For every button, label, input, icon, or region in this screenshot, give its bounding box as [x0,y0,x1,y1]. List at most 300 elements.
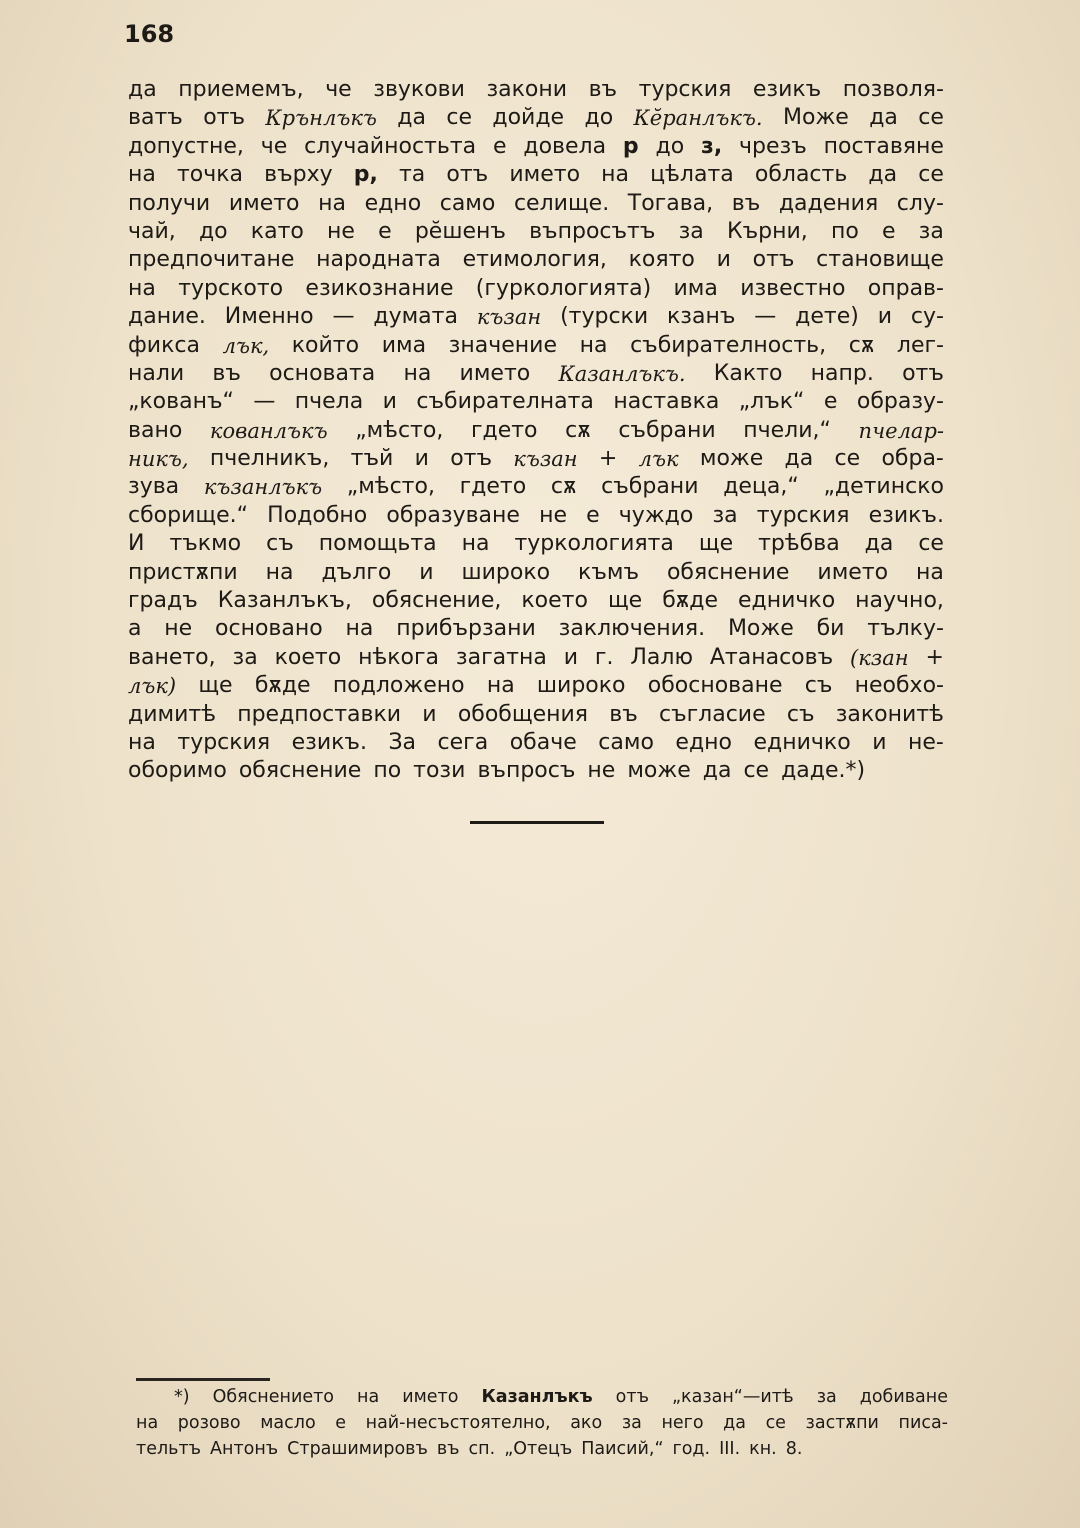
text-word: + [925,644,944,670]
text-word: въпросъ [477,758,576,784]
text-word: ще [607,588,643,614]
text-word: „мѣсто, [355,417,444,443]
footnote-word: ако [570,1413,603,1433]
text-word: За [388,729,417,755]
footnote-word: него [661,1413,704,1433]
text-word: на [601,162,630,188]
text-word: по [830,218,859,244]
text-word: широко [461,559,551,585]
text-line [128,729,944,757]
text-word: — [253,389,276,415]
text-word: съгласие [658,701,766,727]
text-word: отъ [752,247,795,273]
text-word: дълго [321,559,392,585]
text-word: Крънлъкъ [265,106,377,131]
text-word: че [260,133,288,159]
text-word: на [461,531,490,557]
text-word: за [712,502,738,528]
text-word: името [459,360,531,386]
text-word: отъ [450,446,493,472]
text-word: „детинско [823,474,944,500]
footnote-word: въ [436,1439,460,1459]
footnote-word: „казан“—итѣ [671,1387,794,1407]
text-word: случайностьта [304,133,477,159]
text-word: ватъ [128,105,183,131]
text-word: предпоставки [237,701,402,727]
text-word: — [332,304,355,330]
text-word: е [492,133,507,159]
text-word: се [918,162,944,188]
text-line [128,445,944,473]
text-word: обяснение, [371,588,502,614]
text-word: да [784,446,814,472]
text-word: туркологията [514,531,674,557]
text-word: има [381,332,427,358]
text-word: Както [713,360,783,386]
text-word: на [128,162,156,188]
text-word: се [446,105,472,131]
text-word: „мѣсто, [346,474,435,500]
text-word: дадения [778,190,879,216]
text-word: лък [638,447,679,472]
footnote-word: Казанлъкъ [481,1387,593,1407]
text-line [128,701,944,729]
text-word: въпросътъ [529,218,656,244]
text-word: за [232,644,258,670]
text-word: становище [816,247,944,273]
text-word: събирателность, [630,332,827,358]
text-word: до [198,218,228,244]
text-word: като [250,218,304,244]
footnote-word: Обяснението [212,1387,334,1407]
text-word: цѣлата [650,162,734,188]
text-word: образу- [856,389,944,415]
footnote-word: името [402,1387,459,1407]
text-word: наставка [613,389,720,415]
text-word: този [413,758,466,784]
text-word: точка [176,162,244,188]
text-word: съ [266,531,294,557]
text-word: вано [128,417,183,443]
text-word: з, [701,133,723,159]
text-word: г. [594,644,614,670]
text-word: има [673,275,718,301]
text-word: пчелар- [858,418,944,443]
text-line [128,104,944,132]
footnote-word: Паисий,“ [581,1439,664,1459]
text-word: прибързани [396,616,536,642]
footnote-word: добиване [859,1387,948,1407]
text-word: е [586,502,600,528]
text-word: че [325,77,352,102]
text-word: (гуркологията) [475,275,652,301]
footnote-word: за [621,1413,642,1433]
text-word: дойде [492,105,565,131]
text-word: значение [448,332,557,358]
text-word: кованлъкъ [209,418,328,443]
text-word: обяснение [238,758,362,784]
text-line [128,218,944,246]
text-word: Кърни, [726,218,808,244]
text-word: Може [783,105,849,131]
text-line [128,332,944,360]
text-word: събирателната [416,389,594,415]
text-word: поставяне [823,133,944,159]
footnote-word: масло [260,1413,316,1433]
text-word: И [128,531,145,557]
text-line [128,559,944,587]
text-line [128,502,944,530]
text-word: на [265,559,294,585]
text-line [128,388,944,416]
text-word: и [422,701,437,727]
text-word: слу- [896,190,944,216]
text-word: и [872,729,887,755]
text-word: не [539,502,567,528]
text-word: и [382,389,397,415]
text-word: езикъ. [291,729,367,755]
footnote-word: розово [177,1413,241,1433]
text-word: едничко [737,588,836,614]
text-word: тъкмо [169,531,242,557]
text-word: не- [908,729,944,755]
text-word: турския [177,729,271,755]
footnote-word: сп. [468,1439,496,1459]
footnote-word: Страшимировъ [287,1439,428,1459]
footnote-word: да [723,1413,746,1433]
text-line [128,76,944,104]
text-word: та [398,162,426,188]
text-word: да [128,77,157,102]
text-word: върху [264,162,333,188]
text-word: трѣбва [758,531,840,557]
text-line [128,246,944,274]
text-word: къзан [513,447,578,472]
text-word: да [702,758,732,784]
text-word: никъ, [128,447,189,472]
text-word: името [817,559,889,585]
text-line [128,473,944,501]
text-line [128,615,944,643]
text-word: лег- [896,332,944,358]
text-line [128,530,944,558]
text-word: лък) [128,674,177,699]
text-word: димитѣ [128,701,216,727]
footnote-word: кн. [749,1439,777,1459]
text-line [128,587,944,615]
text-word: обобщения [457,701,589,727]
text-word: да [869,105,898,131]
footnote-word: на [136,1413,159,1433]
text-word: фикса [128,332,200,358]
text-word: събрани [601,474,699,500]
text-word: съ [786,701,815,727]
footnote-divider [136,1378,270,1381]
text-word: известно [740,275,846,301]
text-word: допустне, [128,133,244,159]
footnote-word: III. [719,1439,741,1459]
text-word: звукови [373,77,465,102]
text-word: на [345,616,374,642]
text-word: да [868,162,898,188]
text-word: оборимо [128,758,227,784]
text-word: Именно [224,304,314,330]
text-word: Тогава, [627,190,714,216]
text-word: едно [364,190,422,216]
footnote-word: е [335,1413,347,1433]
text-word: да [864,531,894,557]
text-word: пчела [294,389,364,415]
text-word: може [627,758,691,784]
text-word: обаче [509,729,577,755]
text-word: по [373,758,402,784]
text-word: се [918,531,944,557]
footnote-word: за [816,1387,837,1407]
text-word: и [414,446,429,472]
text-line [128,360,944,388]
text-word: езикъ [752,77,822,102]
text-word: Казанлъкъ. [558,361,686,386]
text-word: който [291,332,360,358]
text-word: въ [609,701,638,727]
text-word: на [403,360,432,386]
text-word: не [164,616,193,642]
text-word: въ [212,360,241,386]
text-word: за [918,218,944,244]
footnote-word: Антонъ [210,1439,279,1459]
text-word: до [584,105,614,131]
text-word: основано [215,616,323,642]
text-word: кзанъ [667,304,736,330]
text-line [128,672,944,700]
text-word: къмъ [578,559,640,585]
text-word: пчелникъ, [209,446,330,472]
text-word: необхо- [854,673,944,699]
text-word: область [754,162,848,188]
text-word: турското [178,275,284,301]
text-word: отъ [446,162,489,188]
text-word: Лалю [630,644,693,670]
footnote-word: най-несъстоятелно, [365,1413,551,1433]
text-word: ването, [128,644,216,670]
text-word: — [754,304,777,330]
text-word: едничко [753,729,851,755]
text-word: р [622,133,639,159]
text-word: само [439,190,496,216]
footnote-word: писа- [898,1413,948,1433]
text-word: може [699,446,764,472]
text-word: р, [353,162,378,188]
text-word: чрезъ [739,133,807,159]
text-word: обяснение [666,559,790,585]
text-word: за [678,218,704,244]
text-word: широко [536,673,626,699]
text-word: (турски [560,304,649,330]
text-word: чай, [128,218,176,244]
text-word: тълку- [867,616,944,642]
section-divider [470,821,604,824]
main-paragraph [128,76,944,786]
text-word: научно, [855,588,944,614]
text-word: сборище.“ [128,502,249,528]
text-word: събрани [618,417,716,443]
text-word: отъ [902,360,944,386]
text-word: основата [269,360,376,386]
text-word: обра- [881,446,944,472]
text-word: а [128,616,142,642]
text-word: къзанлъкъ [203,475,323,500]
text-word: не [327,218,355,244]
footnote-word: отъ [615,1387,649,1407]
text-line [128,303,944,331]
text-word: на [579,332,608,358]
text-word: на [128,275,156,301]
text-word: турския [638,77,732,102]
text-word: въ [731,190,761,216]
footnote-word: „Отецъ [504,1439,573,1459]
text-word: заключения. [558,616,706,642]
footnote-word: год. [672,1439,711,1459]
text-word: обосноване [647,673,783,699]
text-word: на [486,673,515,699]
text-word: едно [675,729,732,755]
text-word: (кзан [850,645,909,670]
text-word: сѫ [550,474,577,500]
text-word: която [628,247,695,273]
text-word: пристѫпи [128,559,238,585]
text-word: „лък“ [738,389,805,415]
text-word: се [834,446,861,472]
text-word: думата [373,304,458,330]
footnote-line [136,1410,948,1436]
text-word: ще [698,531,734,557]
text-word: Подобно [267,502,368,528]
text-line [128,161,944,189]
text-word: е [881,218,896,244]
text-word: тъй [350,446,394,472]
text-word: зува [128,474,180,500]
text-word: да [397,105,426,131]
text-word: езикъ. [868,502,944,528]
text-word: законитѣ [835,701,944,727]
page-number: 168 [124,20,175,48]
text-word: Може [727,616,794,642]
text-line [128,417,944,445]
text-word: загатна [455,644,547,670]
text-word: пчели,“ [743,417,831,443]
text-word: гдето [459,474,527,500]
text-line [128,275,944,303]
text-word: помощьта [318,531,437,557]
text-word: бѫде [254,673,311,699]
text-word: би [816,616,845,642]
text-word: само [598,729,654,755]
text-word: и [563,644,579,670]
footnote-word: 8. [785,1439,803,1459]
text-word: Кĕранлъкъ. [633,106,763,131]
text-word: съ [804,673,833,699]
text-word: лък, [222,333,270,358]
text-line [128,133,944,161]
text-word: + [598,446,618,472]
text-word: народната [316,247,441,273]
text-word: напр. [810,360,874,386]
text-word: сега [437,729,489,755]
text-word: нали [128,360,185,386]
footnote-word: се [765,1413,786,1433]
text-line [128,190,944,218]
text-word: езикознание [305,275,454,301]
text-word: Казанлъкъ, [217,588,352,614]
text-word: сѫ [565,417,591,443]
text-word: „кованъ“ [128,389,234,415]
footnote-word: *) [174,1387,190,1407]
text-word: су- [910,304,944,330]
text-word: е [378,218,392,244]
text-word: и [877,304,893,330]
text-word: на [128,729,156,755]
text-word: даде.*) [781,758,866,784]
text-word: отъ [203,105,246,131]
text-word: което [521,588,588,614]
text-word: селище. [513,190,610,216]
text-word: гдето [470,417,538,443]
text-word: името [509,162,581,188]
text-word: дание. [128,304,206,330]
footnote-line [136,1384,948,1410]
text-word: се [743,758,770,784]
text-word: и [716,247,731,273]
text-word: турския [756,502,850,528]
text-word: бѫде [662,588,718,614]
text-word: деца,“ [723,474,799,500]
text-word: дете) [795,304,859,330]
text-word: оправ- [867,275,944,301]
text-line [128,644,944,672]
text-word: чуждо [618,502,694,528]
text-word: сѫ [848,332,875,358]
text-word: получи [128,190,211,216]
text-word: рĕшенъ [414,218,506,244]
text-word: което [274,644,342,670]
text-word: подложено [332,673,465,699]
footnote-line [136,1436,948,1462]
text-word: до [655,133,685,159]
text-word: се [918,105,944,131]
footnote-word: на [357,1387,380,1407]
text-word: Атанасовъ [709,644,834,670]
text-word: е [823,389,838,415]
footnote-word: застѫпи [805,1413,879,1433]
text-word: и [419,559,434,585]
text-word: градъ [128,588,198,614]
text-word: на [916,559,944,585]
text-word: къзан [476,305,542,330]
text-word: не [587,758,616,784]
text-word: ще [198,673,233,699]
text-word: предпочитане [128,247,295,273]
text-word: образуване [386,502,520,528]
footnote-word: тельтъ [136,1439,202,1459]
text-word: закони [486,77,568,102]
text-word: нѣкога [358,644,440,670]
text-line [128,757,944,785]
text-word: довела [523,133,607,159]
text-word: въ [588,77,618,102]
text-word: името [228,190,300,216]
text-word: на [318,190,346,216]
text-word: позволя- [842,77,944,102]
